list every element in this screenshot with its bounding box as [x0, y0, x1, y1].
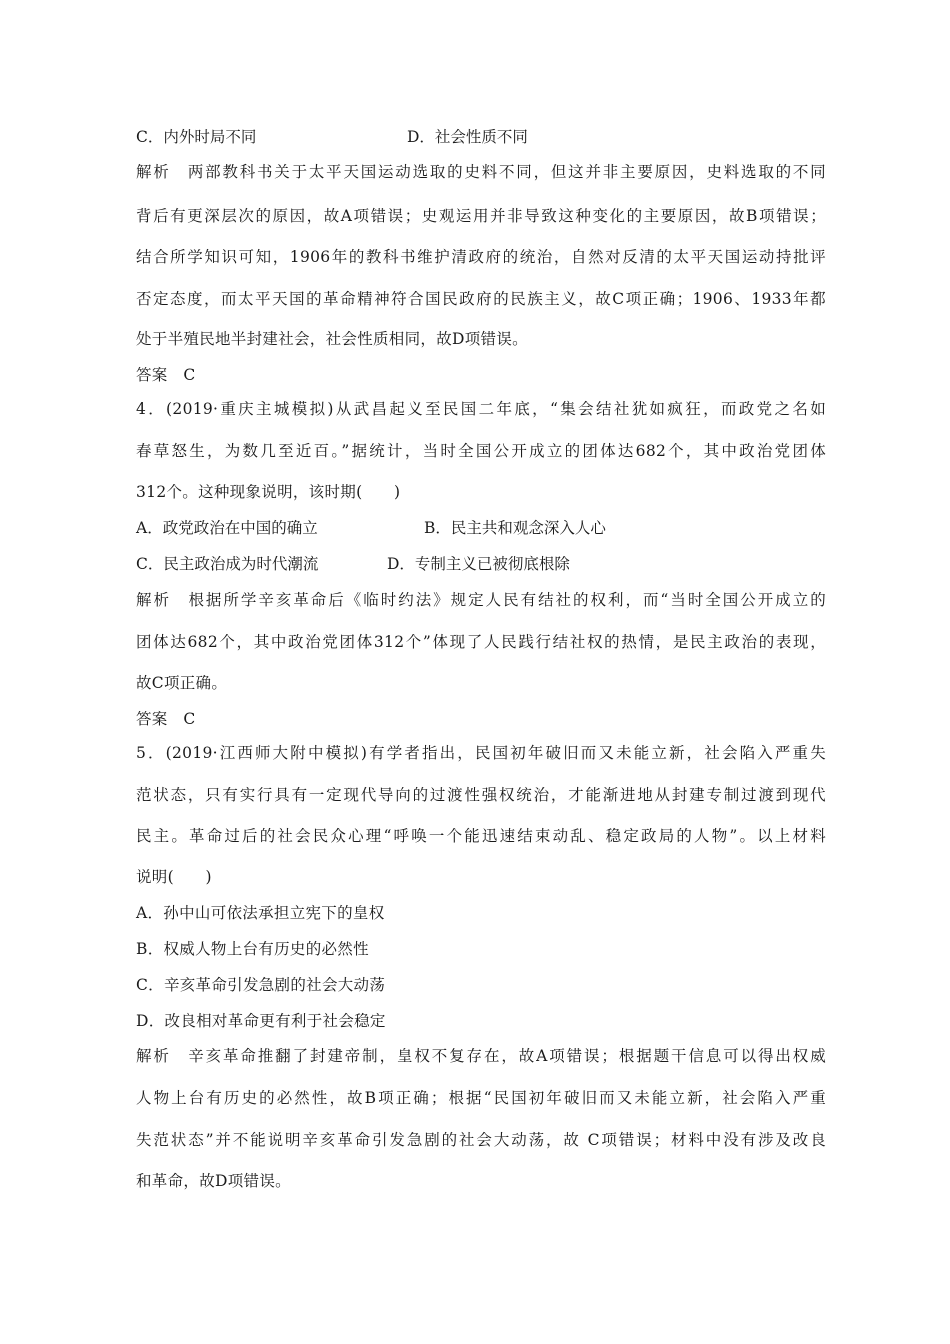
q3-analysis-line-1: 解析 两部教科书关于太平天国运动选取的史料不同，但这并非主要原因，史料选取的不同: [136, 163, 826, 181]
q4-option-d: D．专制主义已被彻底根除: [387, 555, 570, 573]
q3-answer: 答案 C: [136, 366, 196, 384]
q4-option-a: A．政党政治在中国的确立: [136, 519, 318, 537]
q5-analysis-line-4: 和革命，故D项错误。: [136, 1172, 291, 1190]
q5-stem-line-2: 范状态，只有实行具有一定现代导向的过渡性强权统治，才能渐进地从封建专制过渡到现代: [136, 786, 826, 804]
q5-option-d: D．改良相对革命更有利于社会稳定: [136, 1012, 386, 1030]
q3-analysis-line-5: 处于半殖民地半封建社会，社会性质相同，故D项错误。: [136, 330, 528, 348]
q5-analysis-line-3: 失范状态”并不能说明辛亥革命引发急剧的社会大动荡，故 C项错误；材料中没有涉及改良: [136, 1131, 826, 1149]
q4-answer: 答案 C: [136, 710, 196, 728]
q5-stem-line-3: 民主。革命过后的社会民众心理“呼唤一个能迅速结束动乱、稳定政局的人物”。以上材料: [136, 827, 826, 845]
q4-options-ab: [136, 518, 826, 538]
q5-option-b: B．权威人物上台有历史的必然性: [136, 940, 369, 958]
q5-analysis-line-2: 人物上台有历史的必然性，故B项正确；根据“民国初年破旧而又未能立新，社会陷入严重: [136, 1089, 826, 1107]
q5-stem-line-4: 说明( ): [136, 868, 212, 886]
q4-options-cd: [136, 554, 826, 574]
q5-option-c: C．辛亥革命引发急剧的社会大动荡: [136, 976, 386, 994]
q5-stem-line-1: 5．(2019·江西师大附中模拟)有学者指出，民国初年破旧而又未能立新，社会陷入严重失: [136, 744, 826, 762]
q3-options-cd: [136, 127, 826, 147]
q3-option-c: C．内外时局不同: [136, 128, 257, 146]
q3-option-d: D．社会性质不同: [407, 128, 528, 146]
q3-analysis-line-2: 背后有更深层次的原因，故A项错误；史观运用并非导致这种变化的主要原因，故B项错误；: [136, 207, 826, 225]
q4-analysis-line-1: 解析 根据所学辛亥革命后《临时约法》规定人民有结社的权利，而“当时全国公开成立的: [136, 591, 826, 609]
q5-analysis-line-1: 解析 辛亥革命推翻了封建帝制，皇权不复存在，故A项错误；根据题干信息可以得出权威: [136, 1047, 826, 1065]
q4-stem-line-1: 4．(2019·重庆主城模拟)从武昌起义至民国二年底，“集会结社犹如疯狂，而政党之名如: [136, 400, 826, 418]
q4-stem-line-3: 312个。这种现象说明，该时期( ): [136, 483, 401, 501]
q4-analysis-line-3: 故C项正确。: [136, 674, 228, 692]
q4-option-c: C．民主政治成为时代潮流: [136, 555, 319, 573]
q5-option-a: A．孙中山可依法承担立宪下的皇权: [136, 904, 385, 922]
q4-option-b: B．民主共和观念深入人心: [424, 519, 606, 537]
q3-analysis-line-4: 否定态度，而太平天国的革命精神符合国民政府的民族主义，故C项正确；1906、1933年都: [136, 290, 826, 308]
q4-stem-line-2: 春草怒生，为数几至近百。”据统计，当时全国公开成立的团体达682个，其中政治党团体: [136, 442, 826, 460]
q3-analysis-line-3: 结合所学知识可知，1906年的教科书维护清政府的统治，自然对反清的太平天国运动持批评: [136, 248, 826, 266]
q4-analysis-line-2: 团体达682个，其中政治党团体312个”体现了人民践行结社权的热情，是民主政治的表现，: [136, 633, 826, 651]
